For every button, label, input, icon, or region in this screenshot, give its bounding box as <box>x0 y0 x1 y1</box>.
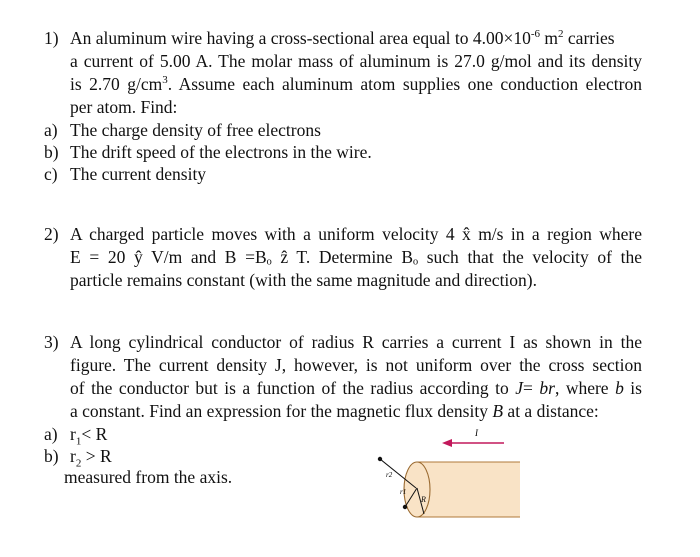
q3-line4: a constant. Find an expression for the magnetic flux density B at a distance: <box>70 401 599 421</box>
q3-part-a-text: $r_1< R$ <box>70 424 108 448</box>
q1-part-b-text: The drift speed of the electrons in the wire. <box>70 142 372 162</box>
q1-line4: per atom. Find: <box>70 97 178 117</box>
q2-number: 2) <box>44 224 59 244</box>
r2-label: r2 <box>386 471 393 479</box>
cylinder-figure <box>372 422 522 527</box>
q2-line3: particle remains constant (with the same magnitude and direction). <box>70 270 537 290</box>
q2-line2: E = 20 ŷ V/m and B =Bₒ ẑ T. Determine Bₒ such that the velocity of the <box>70 247 642 267</box>
current-label: I <box>475 428 478 438</box>
q1-part-a-text: The charge density of free electrons <box>70 120 321 140</box>
q1-part-c-label: c) <box>44 164 58 184</box>
q1-line3: is 2.70 $g/cm^3$. Assume each aluminum atom supplies one conduction electron <box>70 74 642 94</box>
q3-part-b-label: b) <box>44 446 59 466</box>
r1-label: r1 <box>400 488 407 496</box>
q1-part-a-label: a) <box>44 120 58 140</box>
q3-line3: of the conductor but is a function of the radius according to J= br, where b is <box>70 378 642 398</box>
cylinder-body <box>417 462 520 517</box>
q1-line1: An aluminum wire having a cross-sectional area equal to $4.00\times 10^{-6}$ $m^2$ carries <box>70 28 615 48</box>
R-label: R <box>421 495 426 504</box>
q3-footer: measured from the axis. <box>64 467 233 487</box>
current-arrowhead <box>442 439 452 447</box>
q1-line2: a current of 5.00 A. The molar mass of aluminum is 27.0 g/mol and its density <box>70 51 642 71</box>
q3-line1: A long cylindrical conductor of radius R carries a current I as shown in the <box>70 332 642 352</box>
q1-part-c-text: The current density <box>70 164 207 184</box>
q1-part-b-label: b) <box>44 142 59 162</box>
q2-line1: A charged particle moves with a uniform velocity 4 x̂ m/s in a region where <box>70 224 642 244</box>
q3-line2: figure. The current density J, however, is not uniform over the cross section <box>70 355 642 375</box>
q3-part-a-label: a) <box>44 424 58 444</box>
q3-part-b-text: $r_2 > R$ <box>70 446 112 470</box>
q3-number: 3) <box>44 332 59 352</box>
q1-number: 1) <box>44 28 59 48</box>
